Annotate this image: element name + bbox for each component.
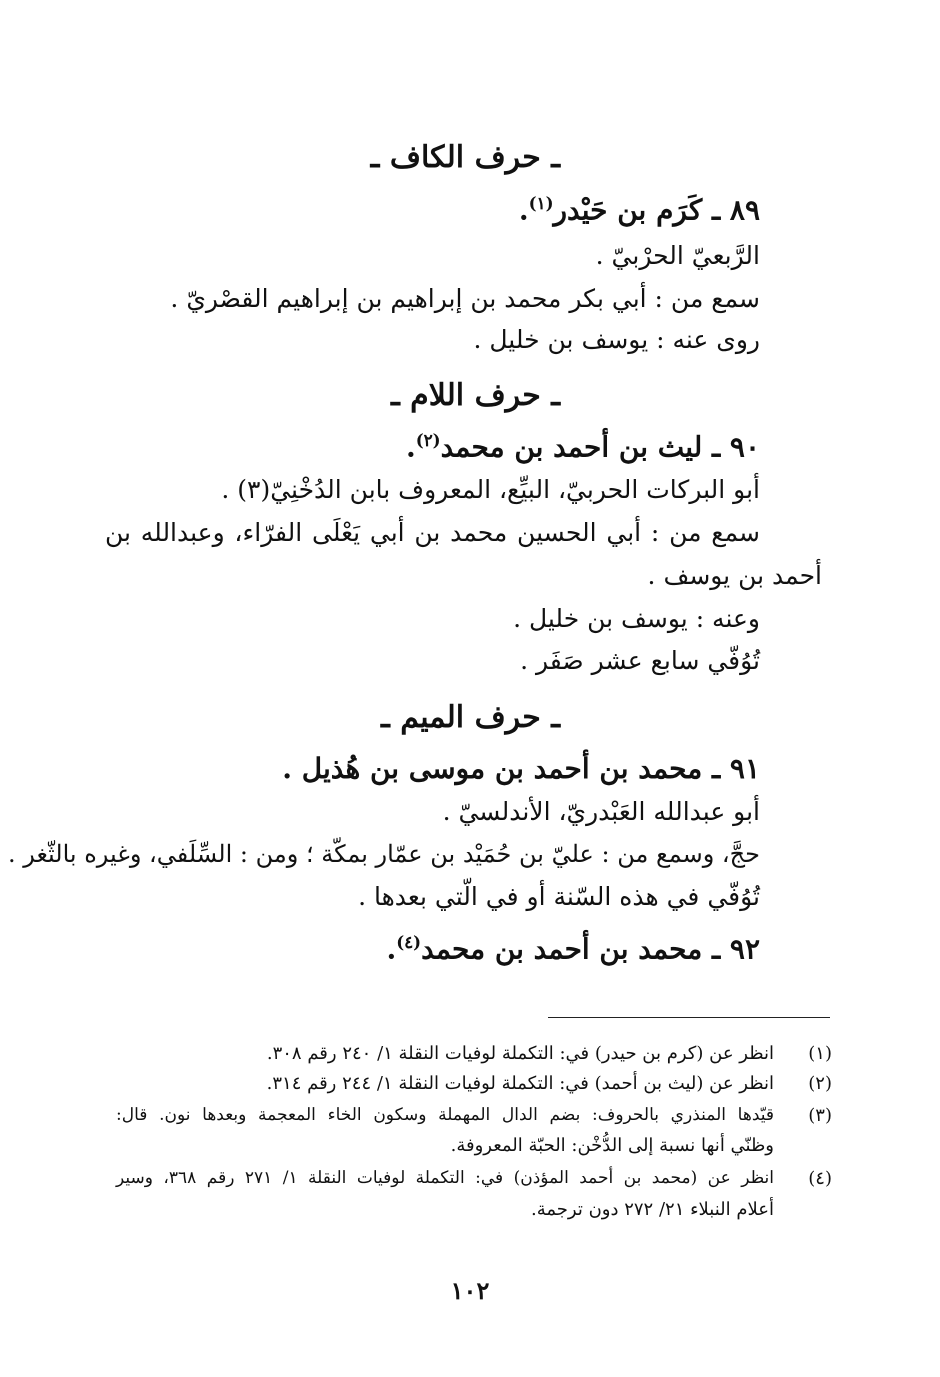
entry-title-91: ٩١ ـ محمد بن أحمد بن موسى بن هُذيل . [282, 752, 760, 785]
section-heading-kaf: ـ حرف الكاف ـ [370, 140, 560, 175]
entry-90-line-3: أحمد بن يوسف . [647, 561, 822, 590]
entry-title-90: ٩٠ ـ ليث بن أحمد بن محمد$^{(٢)}$. [405, 430, 760, 464]
footnote-3-line-1: قيّدها المنذري بالحروف: بضم الدال المهملة وسكون الخاء المعجمة وبعدها نون. قال: [116, 1105, 774, 1125]
entry-91-line-1: أبو عبدالله العَبْدريّ، الأندلسيّ . [442, 797, 760, 826]
footnote-1-line-1: انظر عن (كرم بن حيدر) في: التكملة لوفيات النقلة ١/ ٢٤٠ رقم ٣٠٨. [266, 1043, 774, 1064]
entry-90-line-2: سمع من : أبي الحسين محمد بن أبي يَعْلَى الفرّاء، وعبدالله بن [105, 518, 760, 547]
footnote-3-line-2: وظنّي أنها نسبة إلى الدُّخْن: الحبّة المعروفة. [450, 1135, 774, 1156]
footnote-4-line-1: انظر عن (محمد بن أحمد المؤذن) في: التكملة لوفيات النقلة ١/ ٢٧١ رقم ٣٦٨، وسير [116, 1168, 774, 1188]
page-number: ١٠٢ [450, 1276, 490, 1305]
section-heading-mim: ـ حرف الميم ـ [381, 700, 560, 735]
footnote-4-line-2: أعلام النبلاء ٢١/ ٢٧٢ دون ترجمة. [531, 1199, 774, 1220]
footnote-2-line-1: انظر عن (ليث بن أحمد) في: التكملة لوفيات النقلة ١/ ٢٤٤ رقم ٣١٤. [266, 1073, 774, 1094]
footnote-number: (٤) [808, 1168, 832, 1189]
footnote-number: (٢) [808, 1073, 832, 1094]
entry-89-line-1: الرَّبعيّ الحرْبيّ . [595, 241, 760, 270]
footnote-number: (٣) [808, 1105, 832, 1126]
entry-91-line-3: تُوُفّي في هذه السّنة أو في الّتي بعدها . [358, 882, 760, 911]
footnote-number: (١) [808, 1043, 832, 1064]
entry-title-89: ٨٩ ـ كَرَم بن حَيْدر$^{(١)}$. [518, 193, 760, 227]
entry-title-text: ٩٠ ـ ليث بن أحمد بن محمد [440, 430, 760, 464]
entry-title-text: ٩٢ ـ محمد بن أحمد بن محمد [421, 932, 760, 966]
entry-title-text: ٨٩ ـ كَرَم بن حَيْدر [553, 193, 760, 227]
entry-90-line-5: تُوُفّي سابع عشر صَفَر . [520, 646, 760, 675]
entry-90-line-1: أبو البركات الحربيّ، البيِّع، المعروف بابن الدُخْنِيّ(٣) . [221, 475, 760, 504]
footnote-ref: (٢) [415, 430, 441, 450]
entry-title-92: ٩٢ ـ محمد بن أحمد بن محمد$^{(٤)}$. [386, 932, 760, 966]
entry-89-line-2: سمع من : أبي بكر محمد بن إبراهيم بن إبراهيم القصْريّ . [170, 284, 760, 313]
entry-89-line-3: روى عنه : يوسف بن خليل . [473, 325, 760, 354]
entry-90-line-4: وعنه : يوسف بن خليل . [513, 604, 760, 633]
footnote-ref: (١) [528, 193, 554, 213]
footnote-ref: (٤) [396, 932, 422, 952]
entry-91-line-2: حجَّ، وسمع من : عليّ بن حُمَيْد بن عمّار بمكّة ؛ ومن : السِّلَفي، وغيره بالثّغر . [7, 840, 760, 868]
section-heading-lam: ـ حرف اللام ـ [390, 378, 560, 413]
footnote-separator [548, 1017, 830, 1018]
